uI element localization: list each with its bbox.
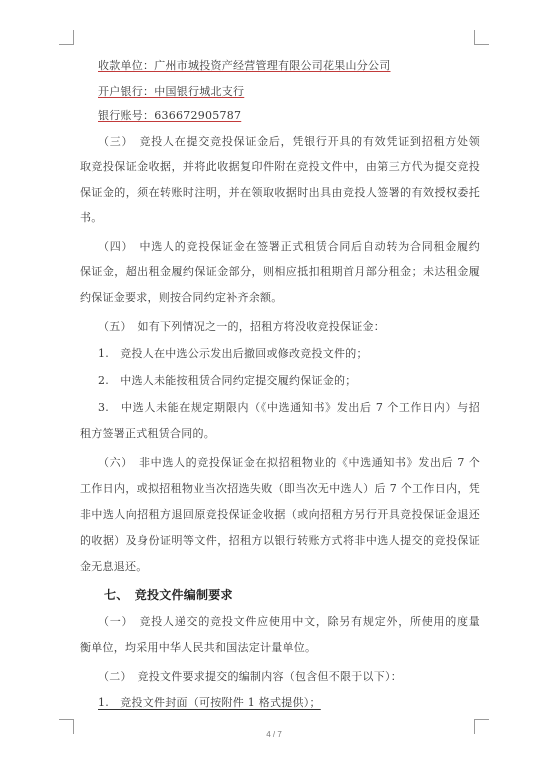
payee-name: 收款单位：广州市城投资产经营管理有限公司花果山分公司 [98,59,391,72]
para4-line-3: 约保证金要求，则按合同约定补齐余额。 [80,291,283,304]
section-7-heading: 七、 竞投文件编制要求 [104,588,233,602]
list-item-1: 1. 竞投人在中选公示发出后撤回或修改竞投文件的； [98,347,368,360]
para3-line-3: 保证金的，须在转账时注明，并在领取收据时出具由竞投人签署的有效授权委托 [80,186,480,199]
para3-line-1: （三） 竞投人在提交竞投保证金后，凭银行开具的有效凭证到招租方处领 [98,135,480,148]
section7-item-1: 1. 竞投文件封面（可按附件 1 格式提供）； [98,696,321,709]
list-item-3-line-1: 3. 中选人未能在规定期限内（《中选通知书》发出后 7 个工作日内）与招 [98,401,480,414]
section7-p1-line-2: 衡单位，均采用中华人民共和国法定计量单位。 [80,641,317,654]
para6-line-4: 的收据）及身份证明等文件，招租方以银行转账方式将非中选人提交的竞投保证 [80,534,480,547]
payee-bank: 开户银行：中国银行城北支行 [98,85,245,98]
page-corner-mark-top-left [59,30,74,45]
para6-line-2: 工作日内，或拟招租物业当次招选失败（即当次无中选人）后 7 个工作日内，凭 [80,482,480,495]
para4-line-1: （四） 中选人的竞投保证金在签署正式租赁合同后自动转为合同租金履约 [98,240,480,253]
section7-p2: （二） 竞投文件要求提交的编制内容（包含但不限于以下）： [98,670,402,683]
list-item-2: 2. 中选人未能按租赁合同约定提交履约保证金的； [98,374,357,387]
list-item-3-line-2: 租方签署正式租赁合同的。 [80,427,215,440]
page-number: 4 / 7 [266,730,282,739]
para4-line-2: 保证金，超出租金履约保证金部分，则相应抵扣租期首月部分租金；未达租金履 [80,265,480,278]
para5-line-1: （五） 如有下列情况之一的，招租方将没收竞投保证金： [98,320,385,333]
section7-p1-line-1: （一） 竞投人递交的竞投文件应使用中文，除另有规定外，所使用的度量 [98,615,480,628]
para6-line-1: （六） 非中选人的竞投保证金在拟招租物业的《中选通知书》发出后 7 个 [98,456,480,469]
para3-line-2: 取竞投保证金收据，并将此收据复印件附在竞投文件中，由第三方代为提交竞投 [80,160,480,173]
para3-line-4: 书。 [80,211,103,224]
page-corner-mark-top-right [474,30,489,45]
para6-line-5: 金无息退还。 [80,560,148,573]
para6-line-3: 非中选人向招租方退回原竞投保证金收据（或向招租方另行开具竞投保证金退还 [80,508,480,521]
payee-account: 银行账号：636672905787 [98,109,242,122]
